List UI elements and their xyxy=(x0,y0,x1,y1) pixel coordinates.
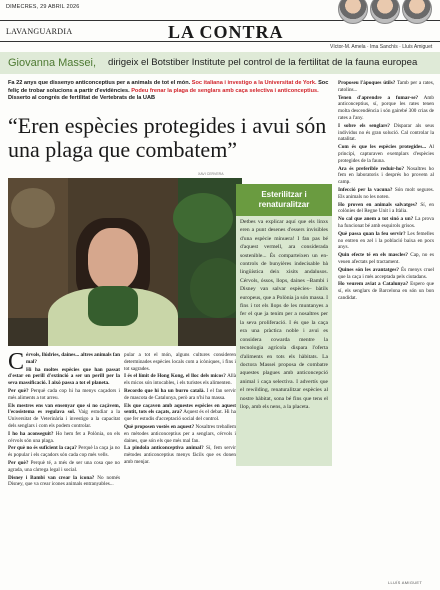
section-title: LA CONTRA xyxy=(168,22,284,42)
answer: Perquè té, a més de ser una cosa que no agrada, una càrrega legal i social. xyxy=(8,459,120,473)
answer: La prova ha funcionat bé amb esquirols grisos. xyxy=(338,216,434,229)
question: Per què? xyxy=(8,387,29,394)
article-column-2 xyxy=(124,352,236,580)
authors-line: Víctor-M. Amela · Ima Sanchís · Lluís Amiguet xyxy=(330,44,433,50)
masthead xyxy=(0,20,440,42)
answer: Aquest és el debat. Hi ha que fer estudis d'acceptació social del control. xyxy=(124,409,236,423)
answer: Són molt segures. Els animals no les noten. xyxy=(338,186,434,200)
sidebar-text: Detbes va explicar aquí que els linxs eren a punt desenes d'essers invisibles d'una espècie mínuera! I fan pas bé d'aquest vermell, ara considerada sostenible... És comparteixen un en-controls de bunyières indecisable bà lingüística deix xisits andalusos. Cérvols, óssos, llops, daines –Bambi i Disney van salvar espècies– bàtils europeus, que a Polònia ja són massa. I fins i tot els llops de les muntanyes a fer el que ja tenim per a nosaltres per la seva proliferació. I és que la caça era una pràctica noble i avui es considera cowarda mentre la tecnologia agrícola dispara l'oferta d'aliments en tots els hàbitats. La doctora Massei proposa de combatre aquestes plagues amb anticoncepció animal i caça selectiva. I advertís que el rewilding, renaturalitzar espècies al nostre hàbitat, sona bé fins que tens el llop, amb els nens, a la placeta. xyxy=(240,219,328,410)
portrait-face xyxy=(88,228,138,290)
answer: Espero que sí, els senglars de Barcelona en són un bon candidat. xyxy=(338,281,434,301)
answer: Les femelles no entren en zel i la població baixa en pocs anys. xyxy=(338,230,434,251)
question: Com és que les espècies protegides... xyxy=(338,144,427,151)
answer: Sí, en colònies del Regne Unit i a Itàlia. xyxy=(338,201,434,215)
question: I sobre els senglars? xyxy=(338,122,390,129)
answer: Nosaltres ho fem en laboratoris i després ho provem al camp. xyxy=(338,165,434,186)
author-photos xyxy=(338,2,434,20)
headline-quote: “Eren espècies protegides i avui són una plaga que combatem” xyxy=(8,113,327,162)
answer: I el fan servir de mascota de Catalunya, però ara n'hi ha massa. xyxy=(124,387,236,401)
intro-part1: Fa 22 anys que dissenyo anticonceptius per a animals de tot el món. xyxy=(8,80,191,86)
question: Proposeu l'àpoques útils? xyxy=(338,80,396,86)
intro-paragraph xyxy=(8,80,338,103)
article-column-3 xyxy=(338,80,434,580)
headline-band xyxy=(0,52,440,74)
answer: Allà els micos són intocables, i els turistes els alimenten. xyxy=(124,373,236,387)
dateline: DIMECRES, 29 ABRIL 2026 xyxy=(6,4,80,10)
question: Quin efecte té en els mascles? xyxy=(338,252,408,259)
intro-part5: Disserto al congrés de fertilitat de Vertebrats de la UAB xyxy=(8,95,156,102)
question: Infecció per la vacuna? xyxy=(338,186,393,193)
answer: pular a tot el món, alguns cultures consideren determinades espècies locals com a icòniques, i fins i tot sagrades. xyxy=(124,352,236,372)
question: Quines són les avantatges? xyxy=(338,266,399,273)
question: Disney i Bambi van crear la icona? xyxy=(8,474,95,481)
question: La pindola anticonceptiva animal? xyxy=(124,445,204,452)
question: Per què no és suficient la caça? xyxy=(8,445,77,452)
question: I ho ha aconseguit? xyxy=(8,430,54,437)
interviewee-description: dirigeix el Botstiber Institute pel control de la fertilitat de la fauna europea xyxy=(108,57,418,68)
article-column-1 xyxy=(8,352,120,580)
answer: Perquè cada cop hi ha menys caçadors i més aliments a tot arreu. xyxy=(8,387,120,401)
newspaper-brand: LAVANGUARDIA xyxy=(6,27,73,36)
question: Ho veurem aviat a Catalunya? xyxy=(338,281,409,288)
interviewee-name: Giovanna Massei, xyxy=(8,57,97,69)
answer: Nosaltres treballem en mètodes anticonceptius per a senglars, cérvols i daines, que són els que més mal fan. xyxy=(124,423,236,444)
drop-cap: C xyxy=(8,352,25,375)
answer: Disparar als seus individus no és gran solució. Cal controlar la natalitat. xyxy=(338,122,434,143)
answer: Amb anticonceptius, sí, porque les rates tenen molta descendència i són gairebé 300 crias de rates a l'any. xyxy=(338,94,434,121)
intro-part2: Soc italiana i investigo a la Universitat de York. xyxy=(191,80,317,86)
answer: Tamb per a rates, ratolins... xyxy=(338,80,434,93)
question: Recordo que hi ha un burro català. xyxy=(124,387,205,394)
question: Per què? xyxy=(8,459,29,466)
answer: Cap, no es veuen afectats pel tractament. xyxy=(338,252,434,265)
portrait-scarf xyxy=(88,286,138,326)
question: Ara és preferible reduir-ho? xyxy=(338,165,405,172)
answer: És menys cruel que la caça i més acceptada pels ciutadans. xyxy=(338,266,434,280)
question: I és el límit de Hong Kong, el lloc dels micos? xyxy=(124,373,226,380)
byline: LLUÍS AMIGUET xyxy=(388,580,423,585)
question: érvols, llúdries, daines... altres animals fan mal? xyxy=(26,352,120,365)
answer: Sí, fem servir mètodes anticonceptius menys fàcils que es donen amb menjar. xyxy=(124,445,236,465)
answer: Al principi, capturaven exemplars d'espècies protegides de la fauna. xyxy=(338,144,434,164)
intro-part3: Soc feliç de trobar solucions a partir d'evidències. xyxy=(8,80,329,94)
answer: No només Disney, que va crear icones animals entranyables... xyxy=(8,474,120,488)
answer: Ho hem fet a Polònia, on els cérvols són una plaga. xyxy=(8,430,120,444)
intro-part4: Podeu frenar la plaga de senglars amb caça selectiva i anticonceptius. xyxy=(131,87,319,94)
answer-bold: Hi ha moltes espècies que han passat d'estar en perill d'extinció a ser un perill per la seva massificació. I això passa a tot el planeta. xyxy=(8,366,120,387)
answer: Perquè la caça ja no és popular i els caçadors són cada cop més vells. xyxy=(8,445,120,459)
portrait-photo xyxy=(8,178,242,346)
question: Què proposen vostès en aquest? xyxy=(124,423,195,430)
photo-credit: XAVI CERVERA xyxy=(198,172,224,176)
question: Què passa quan la feu servir? xyxy=(338,230,406,237)
answer: Vaig estudiar a la Universitat de Veterinària i investigo a la capacitat dels senglars i com els podem controlar. xyxy=(8,409,120,429)
question: Els mestres ens van ensenyar que si no caçàvem, l'ecosistema es regulava sol. xyxy=(8,402,120,416)
question: Ho proven en animals salvatges? xyxy=(338,201,418,208)
question: Tenen d'aprendre a fumar-se? xyxy=(338,94,419,101)
question: Els que caçaven amb aquestes espècies en aquest sentit, tots els caçats, ara? xyxy=(124,402,236,416)
question: No cal que anem a tot sinó a un? xyxy=(338,216,414,223)
sidebar-title: Esterilitzar i renaturalitzar xyxy=(236,184,332,216)
